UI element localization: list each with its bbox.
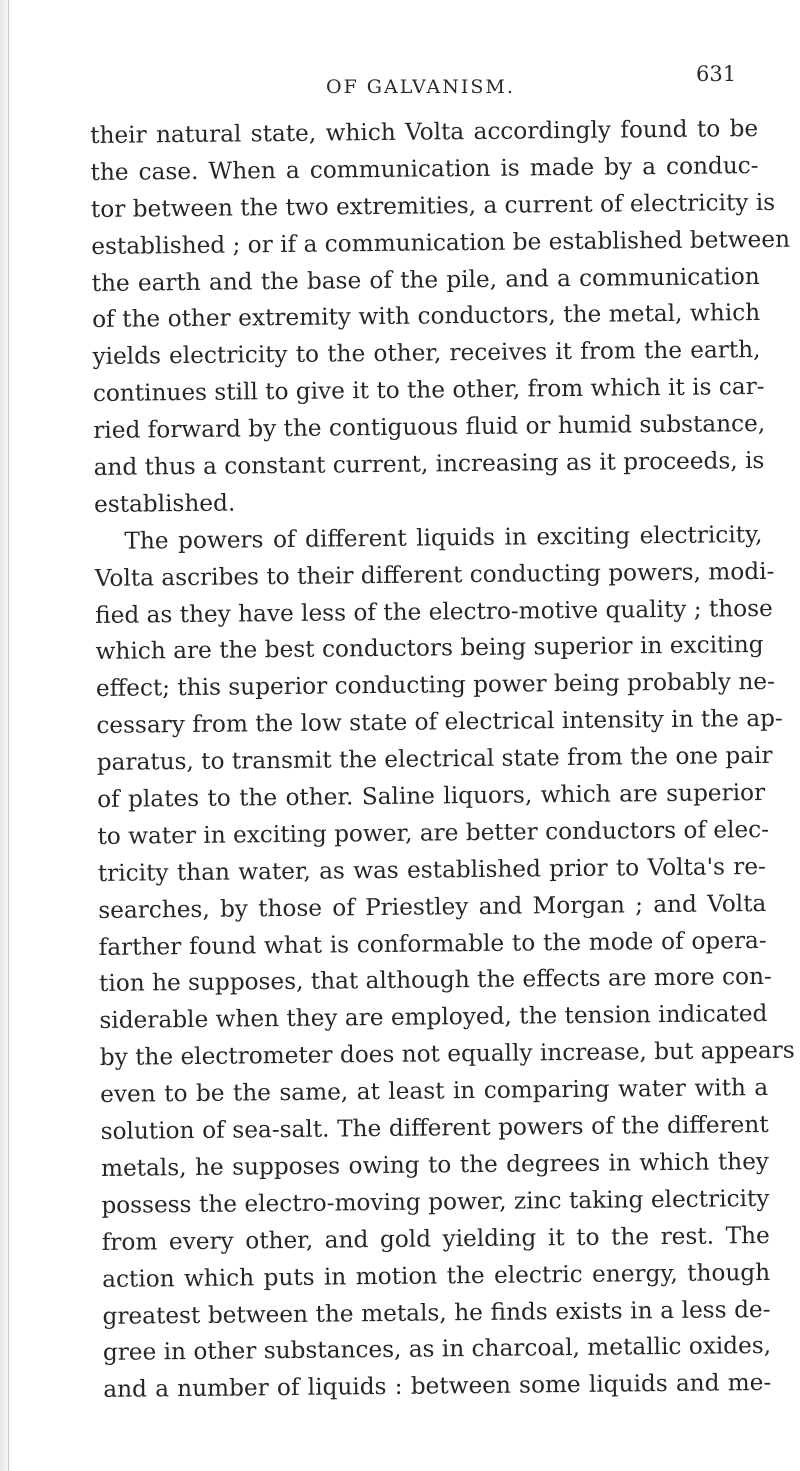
text-line: their natural state, which Volta accordingly found to be — [90, 115, 759, 149]
running-title: OF GALVANISM. — [326, 76, 515, 98]
text-line: cessary from the low state of electrical intensity in the ap- — [96, 705, 783, 740]
page-number: 631 — [696, 62, 737, 86]
text-line: The powers of different liquids in exciting electricity, — [124, 520, 763, 555]
text-line: gree in other substances, as in charcoal, metallic oxides, — [102, 1332, 772, 1367]
text-line: to water in exciting power, are better conductors of elec- — [97, 815, 770, 850]
text-line: established ; or if a communication be established between — [91, 225, 791, 260]
text-line: Volta ascribes to their different conducting powers, modi- — [94, 557, 775, 592]
text-line: farther found what is conformable to the mode of opera- — [98, 926, 767, 961]
text-line: even to be the same, at least in comparing water with a — [100, 1074, 769, 1109]
text-line: fied as they have less of the electro-motive quality ; those — [95, 594, 773, 629]
text-line: from every other, and gold yielding it to the rest. The — [101, 1221, 770, 1256]
running-head — [0, 62, 800, 102]
text-line: of plates to the other. Saline liquors, which are superior — [96, 778, 766, 813]
text-line: of the other extremity with conductors, the metal, which — [91, 299, 761, 334]
text-line: ried forward by the contiguous fluid or humid substance, — [93, 410, 766, 445]
text-line: the earth and the base of the pile, and a communication — [91, 262, 760, 297]
text-line: action which puts in motion the electric energy, though — [102, 1258, 771, 1293]
text-line: tion he supposes, that although the effects are more con- — [98, 963, 772, 998]
page-binding-edge — [0, 0, 14, 1471]
text-line: effect; this superior conducting power being probably ne- — [95, 668, 776, 703]
text-line: greatest between the metals, he finds exists in a less de- — [102, 1295, 771, 1330]
text-line: tor between the two extremities, a current of electricity is — [90, 188, 776, 223]
text-line: established. — [93, 489, 236, 518]
text-line: and a number of liquids : between some liquids and me- — [103, 1369, 772, 1404]
text-line: possess the electro-moving power, zinc taking electricity — [101, 1184, 770, 1219]
text-line: searches, by those of Priestley and Morgan ; and Volta — [98, 889, 767, 924]
text-line: solution of sea-salt. The different powers of the different — [100, 1110, 769, 1145]
text-line: siderable when they are employed, the tension indicated — [99, 1000, 768, 1035]
text-line: and thus a constant current, increasing as it proceeds, is — [93, 446, 765, 481]
text-line: which are the best conductors being superior in exciting — [95, 631, 764, 666]
body-text — [90, 111, 795, 1409]
text-line: by the electrometer does not equally increase, but appears — [99, 1036, 795, 1072]
text-line: metals, he supposes owing to the degrees in which they — [100, 1147, 770, 1182]
text-line: continues still to give it to the other, from which it is car- — [92, 373, 765, 408]
text-line: the case. When a communication is made by a conduc- — [90, 151, 759, 186]
text-line: paratus, to transmit the electrical state from the one pair — [96, 742, 773, 777]
text-line: yields electricity to the other, receives it from the earth, — [92, 336, 761, 371]
text-line: tricity than water, as was established prior to Volta's re- — [97, 852, 767, 887]
